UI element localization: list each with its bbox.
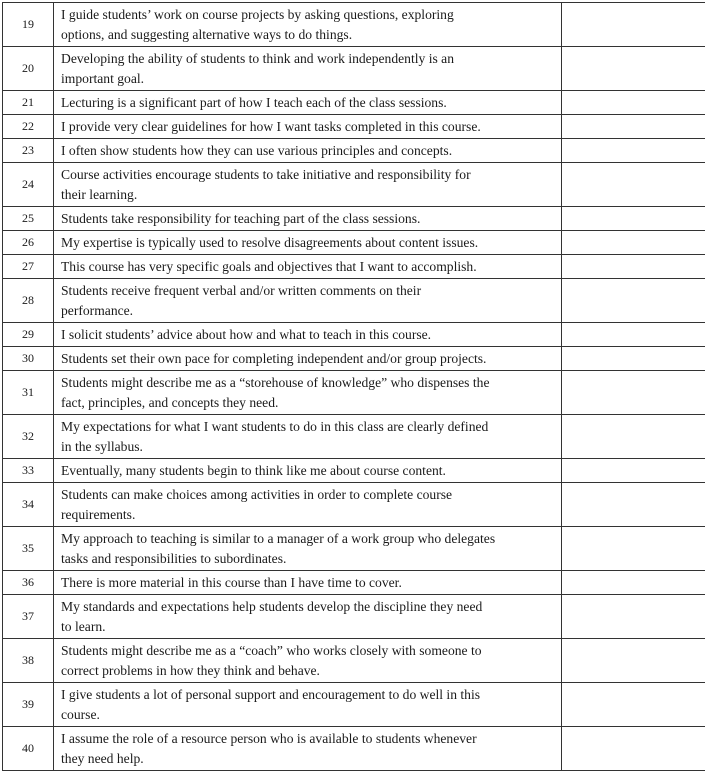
item-statement [54, 415, 562, 459]
response-cell[interactable] [562, 231, 705, 255]
statement-line: My approach to teaching is similar to a manager of a work group who delegates [61, 530, 496, 546]
table-row [3, 231, 705, 255]
item-statement [54, 207, 562, 231]
item-statement [54, 639, 562, 683]
statement-line: I give students a lot of personal support and encouragement to do well in this [61, 686, 481, 702]
statement-line: I guide students’ work on course projects by asking questions, exploring [61, 6, 454, 22]
statement-line: I provide very clear guidelines for how I want tasks completed in this course. [61, 118, 481, 134]
item-statement [54, 527, 562, 571]
response-cell[interactable] [562, 727, 705, 771]
item-statement [54, 279, 562, 323]
statement-line: Lecturing is a significant part of how I teach each of the class sessions. [61, 94, 447, 110]
statement-line: Students set their own pace for completing independent and/or group projects. [61, 350, 487, 366]
table-row [3, 163, 705, 207]
item-statement [54, 163, 562, 207]
response-cell[interactable] [562, 115, 705, 139]
statement-line: My standards and expectations help students develop the discipline they need [61, 598, 483, 614]
response-cell[interactable] [562, 91, 705, 115]
item-number: 25 [3, 207, 54, 231]
item-number: 23 [3, 139, 54, 163]
response-cell[interactable] [562, 639, 705, 683]
response-cell[interactable] [562, 683, 705, 727]
statement-line: I solicit students’ advice about how and what to teach in this course. [61, 326, 432, 342]
item-number: 19 [3, 3, 54, 47]
item-statement [54, 347, 562, 371]
response-cell[interactable] [562, 415, 705, 459]
item-number: 21 [3, 91, 54, 115]
statement-line: Students might describe me as a “coach” who works closely with someone to [61, 642, 482, 658]
item-statement [54, 47, 562, 91]
statement-line: tasks and responsibilities to subordinates. [61, 550, 287, 566]
item-number: 28 [3, 279, 54, 323]
item-number: 27 [3, 255, 54, 279]
item-statement [54, 231, 562, 255]
response-cell[interactable] [562, 207, 705, 231]
item-statement [54, 371, 562, 415]
table-row [3, 207, 705, 231]
statement-line: Eventually, many students begin to think like me about course content. [61, 462, 446, 478]
item-statement [54, 91, 562, 115]
table-row [3, 91, 705, 115]
item-number: 40 [3, 727, 54, 771]
table-row [3, 595, 705, 639]
statement-line: Students can make choices among activities in order to complete course [61, 486, 453, 502]
table-row [3, 371, 705, 415]
response-cell[interactable] [562, 47, 705, 91]
statement-line: fact, principles, and concepts they need. [61, 394, 279, 410]
response-cell[interactable] [562, 323, 705, 347]
statement-line: requirements. [61, 506, 136, 522]
item-number: 38 [3, 639, 54, 683]
item-statement [54, 255, 562, 279]
item-number: 22 [3, 115, 54, 139]
item-statement [54, 595, 562, 639]
response-cell[interactable] [562, 347, 705, 371]
item-number: 32 [3, 415, 54, 459]
statement-line: Students receive frequent verbal and/or written comments on their [61, 282, 422, 298]
statement-line: My expertise is typically used to resolve disagreements about content issues. [61, 234, 479, 250]
response-cell[interactable] [562, 571, 705, 595]
statement-line: in the syllabus. [61, 438, 143, 454]
table-row [3, 347, 705, 371]
item-number: 39 [3, 683, 54, 727]
table-row [3, 323, 705, 347]
item-statement [54, 683, 562, 727]
response-cell[interactable] [562, 279, 705, 323]
item-number: 31 [3, 371, 54, 415]
table-row [3, 683, 705, 727]
statement-line: their learning. [61, 186, 138, 202]
table-row [3, 255, 705, 279]
statement-line: Developing the ability of students to think and work independently is an [61, 50, 455, 66]
statement-line: I assume the role of a resource person who is available to students whenever [61, 730, 477, 746]
response-cell[interactable] [562, 371, 705, 415]
table-row [3, 459, 705, 483]
table-row [3, 639, 705, 683]
item-statement [54, 115, 562, 139]
table-row [3, 47, 705, 91]
response-cell[interactable] [562, 163, 705, 207]
statement-line: I often show students how they can use various principles and concepts. [61, 142, 453, 158]
item-number: 30 [3, 347, 54, 371]
response-cell[interactable] [562, 139, 705, 163]
response-cell[interactable] [562, 527, 705, 571]
item-number: 35 [3, 527, 54, 571]
item-statement [54, 727, 562, 771]
item-number: 34 [3, 483, 54, 527]
table-row [3, 527, 705, 571]
statement-line: Students take responsibility for teaching part of the class sessions. [61, 210, 421, 226]
statement-line: This course has very specific goals and objectives that I want to accomplish. [61, 258, 477, 274]
response-cell[interactable] [562, 3, 705, 47]
statement-line: Course activities encourage students to take initiative and responsibility for [61, 166, 471, 182]
item-number: 24 [3, 163, 54, 207]
statement-line: There is more material in this course than I have time to cover. [61, 574, 402, 590]
statement-line: course. [61, 706, 100, 722]
table-body [3, 3, 705, 771]
item-number: 26 [3, 231, 54, 255]
item-number: 33 [3, 459, 54, 483]
item-statement [54, 459, 562, 483]
item-number: 37 [3, 595, 54, 639]
item-number: 29 [3, 323, 54, 347]
teaching-style-items-table [2, 2, 705, 771]
statement-line: to learn. [61, 618, 106, 634]
item-statement [54, 3, 562, 47]
table-row [3, 115, 705, 139]
item-statement [54, 323, 562, 347]
response-cell[interactable] [562, 459, 705, 483]
table-row [3, 139, 705, 163]
statement-line: My expectations for what I want students to do in this class are clearly defined [61, 418, 489, 434]
statement-line: important goal. [61, 70, 145, 86]
statement-line: correct problems in how they think and behave. [61, 662, 320, 678]
statement-line: they need help. [61, 750, 144, 766]
statement-line: Students might describe me as a “storehouse of knowledge” who dispenses the [61, 374, 490, 390]
table-row [3, 3, 705, 47]
item-statement [54, 571, 562, 595]
response-cell[interactable] [562, 255, 705, 279]
item-number: 36 [3, 571, 54, 595]
item-statement [54, 139, 562, 163]
table-row [3, 415, 705, 459]
table-row [3, 727, 705, 771]
item-number: 20 [3, 47, 54, 91]
item-statement [54, 483, 562, 527]
table-row [3, 571, 705, 595]
response-cell[interactable] [562, 483, 705, 527]
statement-line: options, and suggesting alternative ways to do things. [61, 26, 353, 42]
response-cell[interactable] [562, 595, 705, 639]
statement-line: performance. [61, 302, 134, 318]
table-row [3, 279, 705, 323]
table-row [3, 483, 705, 527]
